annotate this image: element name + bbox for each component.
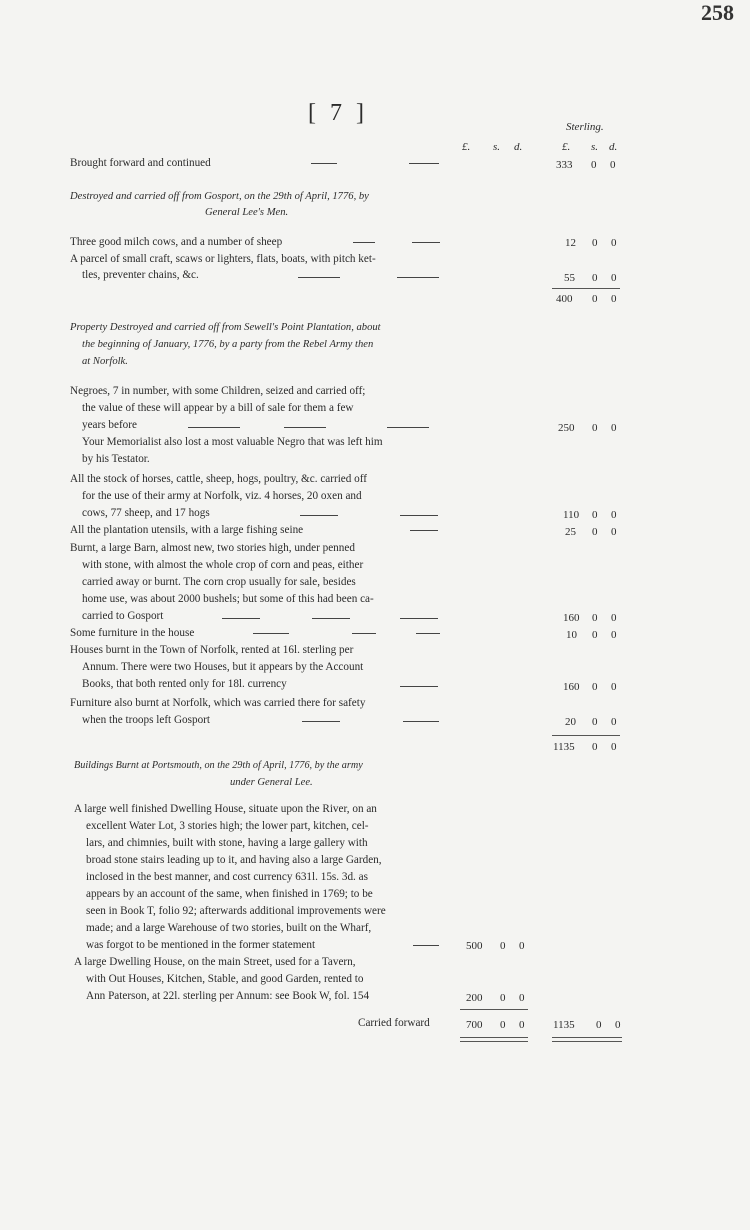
item-line: Books, that both rented only for 18l. currency: [82, 678, 287, 690]
item-line: All the plantation utensils, with a large fishing seine: [70, 524, 304, 536]
item-line: All the stock of horses, cattle, sheep, hogs, poultry, &c. carried off: [70, 473, 368, 485]
carried-forward-left-total: 700: [466, 1019, 483, 1031]
leader-dash: [312, 618, 350, 619]
item-line: seen in Book T, folio 92; afterwards additional improvements were: [86, 905, 386, 917]
page-heading: [ 7 ]: [308, 100, 368, 126]
section-title: at Norfolk.: [82, 356, 128, 367]
sterling-label: Sterling.: [566, 121, 604, 133]
leader-dash: [188, 427, 240, 428]
item-pence: 0: [611, 422, 617, 434]
item-line: was forgot to be mentioned in the former statement: [86, 939, 316, 951]
item-amount: 250: [558, 422, 575, 434]
item-line: tles, preventer chains, &c.: [82, 269, 199, 281]
item-pence: 0: [611, 681, 617, 693]
item-line: Burnt, a large Barn, almost new, two stories high, under penned: [70, 542, 355, 554]
item-amount: 55: [564, 272, 575, 284]
item-line: carried away or burnt. The corn crop usually for sale, besides: [82, 576, 356, 588]
subtotal-shillings: 0: [592, 293, 598, 305]
section-title: General Lee's Men.: [205, 207, 289, 218]
leader-dash: [284, 427, 326, 428]
brought-forward-pence: 0: [610, 159, 616, 171]
item-pence: 0: [519, 992, 525, 1004]
total-rule: [552, 1041, 622, 1042]
leader-dash: [397, 277, 439, 278]
carried-forward-right-total: 1135: [553, 1019, 575, 1031]
item-line: Negroes, 7 in number, with some Children, seized and carried off;: [70, 385, 366, 397]
carried-forward-right-pence: 0: [615, 1019, 621, 1031]
section-subtotal: 1135: [553, 741, 575, 753]
item-amount: 200: [466, 992, 483, 1004]
right-shillings-header: s.: [591, 141, 599, 153]
leader-dash: [300, 515, 338, 516]
section-title: Property Destroyed and carried off from Sewell's Point Plantation, about: [70, 322, 381, 333]
item-shillings: 0: [592, 509, 598, 521]
section-subtotal: 400: [556, 293, 573, 305]
leader-dash: [410, 530, 438, 531]
leader-dash: [311, 163, 337, 164]
carried-forward-left-shillings: 0: [500, 1019, 506, 1031]
leader-dash: [409, 163, 439, 164]
section-title: Destroyed and carried off from Gosport, on the 29th of April, 1776, by: [70, 191, 369, 202]
item-amount: 12: [565, 237, 576, 249]
carried-forward-left-pence: 0: [519, 1019, 525, 1031]
leader-dash: [222, 618, 260, 619]
item-line: the value of these will appear by a bill of sale for them a few: [82, 402, 354, 414]
left-shillings-header: s.: [493, 141, 501, 153]
item-amount: 20: [565, 716, 576, 728]
left-pence-header: d.: [514, 141, 523, 153]
brought-forward-label: Brought forward and continued: [70, 157, 211, 169]
item-pence: 0: [611, 612, 617, 624]
total-rule: [460, 1009, 528, 1010]
item-line: by his Testator.: [82, 453, 150, 465]
item-shillings: 0: [592, 716, 598, 728]
item-amount: 500: [466, 940, 483, 952]
item-line: A parcel of small craft, scaws or lighters, flats, boats, with pitch ket-: [70, 253, 376, 265]
leader-dash: [352, 633, 376, 634]
total-rule: [552, 288, 620, 289]
leader-dash: [416, 633, 440, 634]
item-line: Three good milch cows, and a number of sheep: [70, 236, 283, 248]
item-amount: 160: [563, 681, 580, 693]
carried-forward-right-shillings: 0: [596, 1019, 602, 1031]
item-line: Ann Paterson, at 22l. sterling per Annum: see Book W, fol. 154: [86, 990, 370, 1002]
item-line: broad stone stairs leading up to it, and having also a large Garden,: [86, 854, 382, 866]
item-line: Your Memorialist also lost a most valuable Negro that was left him: [82, 436, 383, 448]
subtotal-pence: 0: [611, 741, 617, 753]
leader-dash: [353, 242, 375, 243]
leader-dash: [253, 633, 289, 634]
leader-dash: [400, 618, 438, 619]
total-rule: [552, 735, 620, 736]
leader-dash: [403, 721, 439, 722]
item-amount: 10: [566, 629, 577, 641]
section-title: under General Lee.: [230, 777, 313, 788]
leader-dash: [412, 242, 440, 243]
item-line: Houses burnt in the Town of Norfolk, rented at 16l. sterling per: [70, 644, 354, 656]
item-line: A large well finished Dwelling House, situate upon the River, on an: [74, 803, 377, 815]
item-shillings: 0: [500, 992, 506, 1004]
item-line: inclosed in the best manner, and cost currency 631l. 15s. 3d. as: [86, 871, 368, 883]
item-shillings: 0: [592, 237, 598, 249]
item-line: lars, and chimnies, built with stone, having a large gallery with: [86, 837, 368, 849]
item-amount: 25: [565, 526, 576, 538]
item-line: cows, 77 sheep, and 17 hogs: [82, 507, 210, 519]
item-line: with Out Houses, Kitchen, Stable, and good Garden, rented to: [86, 973, 364, 985]
item-line: made; and a large Warehouse of two stories, built on the Wharf,: [86, 922, 372, 934]
item-amount: 160: [563, 612, 580, 624]
leader-dash: [298, 277, 340, 278]
brought-forward-total: 333: [556, 159, 573, 171]
item-shillings: 0: [592, 272, 598, 284]
item-line: years before: [82, 419, 137, 431]
leader-dash: [400, 686, 438, 687]
total-rule: [460, 1037, 528, 1038]
item-amount: 110: [563, 509, 580, 521]
item-line: carried to Gosport: [82, 610, 164, 622]
item-shillings: 0: [592, 526, 598, 538]
brought-forward-shillings: 0: [591, 159, 597, 171]
item-shillings: 0: [592, 422, 598, 434]
total-rule: [552, 1037, 622, 1038]
carried-forward-label: Carried forward: [358, 1017, 430, 1029]
section-title: Buildings Burnt at Portsmouth, on the 29th of April, 1776, by the army: [74, 760, 363, 771]
item-line: when the troops left Gosport: [82, 714, 211, 726]
right-pounds-header: £.: [562, 141, 571, 153]
item-pence: 0: [611, 237, 617, 249]
section-title: the beginning of January, 1776, by a party from the Rebel Army then: [82, 339, 374, 350]
item-pence: 0: [611, 526, 617, 538]
item-line: Some furniture in the house: [70, 627, 195, 639]
left-pounds-header: £.: [462, 141, 471, 153]
right-pence-header: d.: [609, 141, 618, 153]
item-line: home use, was about 2000 bushels; but some of this had been ca-: [82, 593, 374, 605]
subtotal-shillings: 0: [592, 741, 598, 753]
item-line: appears by an account of the same, when finished in 1769; to be: [86, 888, 373, 900]
item-pence: 0: [519, 940, 525, 952]
item-line: with stone, with almost the whole crop of corn and peas, either: [82, 559, 364, 571]
item-line: Annum. There were two Houses, but it appears by the Account: [82, 661, 364, 673]
item-line: A large Dwelling House, on the main Street, used for a Tavern,: [74, 956, 356, 968]
leader-dash: [413, 945, 439, 946]
page-number: 258: [701, 0, 734, 25]
item-line: Furniture also burnt at Norfolk, which was carried there for safety: [70, 697, 366, 709]
item-pence: 0: [611, 716, 617, 728]
item-line: excellent Water Lot, 3 stories high; the lower part, kitchen, cel-: [86, 820, 369, 832]
subtotal-pence: 0: [611, 293, 617, 305]
leader-dash: [400, 515, 438, 516]
item-shillings: 0: [592, 681, 598, 693]
item-shillings: 0: [592, 629, 598, 641]
leader-dash: [387, 427, 429, 428]
total-rule: [460, 1041, 528, 1042]
item-shillings: 0: [500, 940, 506, 952]
item-shillings: 0: [592, 612, 598, 624]
item-pence: 0: [611, 272, 617, 284]
leader-dash: [302, 721, 340, 722]
item-pence: 0: [611, 629, 617, 641]
item-line: for the use of their army at Norfolk, viz. 4 horses, 20 oxen and: [82, 490, 362, 502]
item-pence: 0: [611, 509, 617, 521]
